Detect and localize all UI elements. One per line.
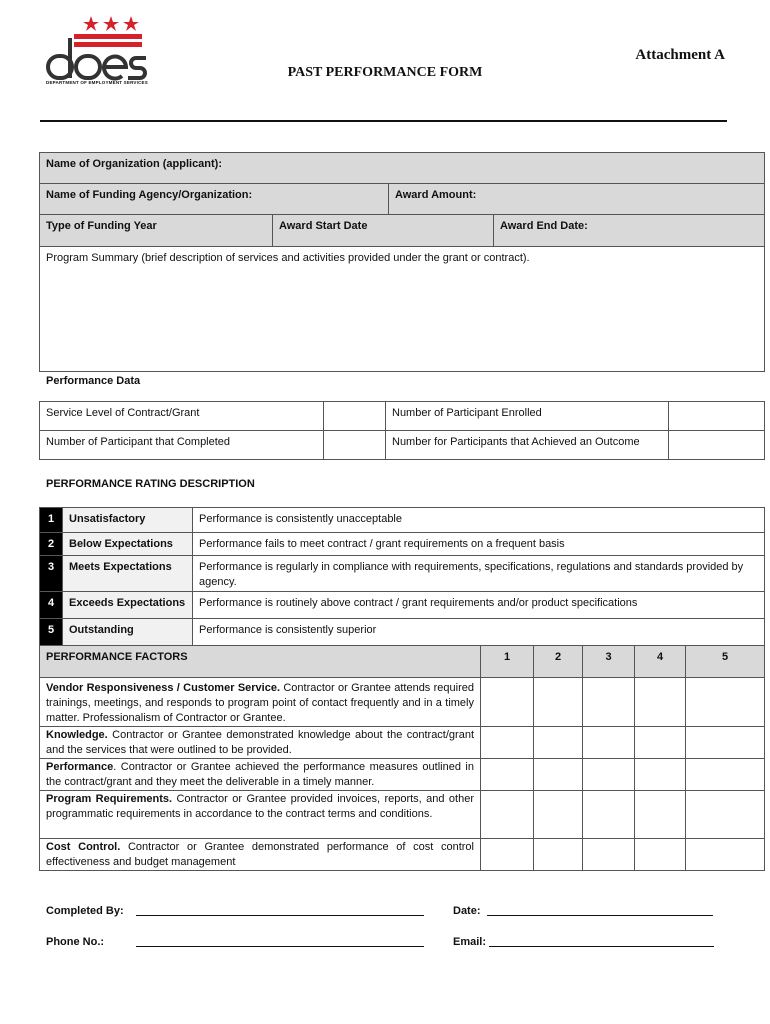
rating-description: Performance is routinely above contract / grant requirements and/or product specifications (192, 591, 765, 619)
service-level-input[interactable] (323, 401, 386, 431)
factor-title: Vendor Responsiveness / Customer Service. (46, 682, 281, 694)
score-header-1: 1 (480, 645, 534, 678)
participants-outcome-label: Number for Participants that Achieved an Outcome (385, 430, 669, 460)
performance-data-heading: Performance Data (46, 375, 141, 387)
organization-name-label: Name of Organization (applicant): (46, 158, 223, 170)
funding-agency-label: Name of Funding Agency/Organization: (46, 189, 253, 201)
title-divider (40, 120, 727, 122)
score-cell[interactable] (582, 838, 635, 871)
participants-enrolled-label: Number of Participant Enrolled (385, 401, 669, 431)
funding-year-field[interactable] (39, 214, 273, 247)
logo-subtext: DEPARTMENT OF EMPLOYMENT SERVICES (46, 80, 148, 85)
attachment-label: Attachment A (635, 47, 725, 63)
score-cell[interactable] (582, 677, 635, 727)
rating-description: Performance is consistently unacceptable (192, 507, 765, 533)
score-cell[interactable] (480, 758, 534, 791)
rating-number: 1 (39, 507, 63, 533)
completed-by-input[interactable] (136, 915, 424, 916)
score-header-5: 5 (685, 645, 765, 678)
factor-title: Cost Control. (46, 841, 121, 853)
program-summary-field[interactable] (39, 246, 765, 372)
score-cell[interactable] (685, 758, 765, 791)
score-header-4: 4 (634, 645, 686, 678)
participants-completed-input[interactable] (323, 430, 386, 460)
score-cell[interactable] (480, 677, 534, 727)
service-level-label: Service Level of Contract/Grant (39, 401, 324, 431)
score-cell[interactable] (480, 790, 534, 839)
star-icon (83, 16, 99, 31)
organization-name-field[interactable] (39, 152, 765, 184)
score-cell[interactable] (685, 677, 765, 727)
completed-by-label: Completed By: (46, 905, 124, 917)
score-cell[interactable] (533, 677, 583, 727)
award-start-label: Award Start Date (279, 220, 368, 232)
score-cell[interactable] (533, 726, 583, 759)
score-cell[interactable] (634, 790, 686, 839)
score-cell[interactable] (634, 758, 686, 791)
rating-number: 4 (39, 591, 63, 619)
factor-title: Performance (46, 761, 114, 773)
factor-text: Contractor or Grantee demonstrated performance of cost control effectiveness and budget management (46, 841, 474, 868)
rating-description: Performance is consistently superior (192, 618, 765, 646)
score-cell[interactable] (533, 790, 583, 839)
date-input[interactable] (487, 915, 713, 916)
score-cell[interactable] (582, 790, 635, 839)
factor-text: Contractor or Grantee attends required trainings, meetings, and responds to program point of contact frequently and in a timely matter. Professionalism of Contractor or Grantee. (46, 682, 474, 724)
factor-row (39, 838, 481, 871)
star-icon (123, 16, 139, 31)
award-start-field[interactable] (272, 214, 494, 247)
star-icon (103, 16, 119, 31)
phone-label: Phone No.: (46, 936, 105, 948)
factor-row (39, 758, 481, 791)
rating-description: Performance fails to meet contract / grant requirements on a frequent basis (192, 532, 765, 556)
score-cell[interactable] (634, 838, 686, 871)
rating-label: Below Expectations (62, 532, 193, 556)
funding-agency-field[interactable] (39, 183, 389, 215)
score-cell[interactable] (685, 838, 765, 871)
score-cell[interactable] (533, 758, 583, 791)
rating-label: Exceeds Expectations (62, 591, 193, 619)
award-amount-field[interactable] (388, 183, 765, 215)
email-label: Email: (453, 936, 487, 948)
factor-text: . Contractor or Grantee achieved the performance measures outlined in the contract/grant and they meet the deliverable in a timely manner. (46, 761, 474, 788)
factor-row (39, 677, 481, 727)
rating-number: 2 (39, 532, 63, 556)
phone-input[interactable] (136, 946, 424, 947)
award-end-field[interactable] (493, 214, 765, 247)
score-cell[interactable] (685, 790, 765, 839)
score-cell[interactable] (634, 726, 686, 759)
funding-year-label: Type of Funding Year (46, 220, 157, 232)
rating-number: 5 (39, 618, 63, 646)
score-cell[interactable] (582, 758, 635, 791)
rating-label: Unsatisfactory (62, 507, 193, 533)
factor-text: Contractor or Grantee provided invoices, reports, and other programmatic requirements in accordance to the contract terms and conditions. (46, 793, 474, 820)
factor-title: Program Requirements. (46, 793, 173, 805)
score-header-3: 3 (582, 645, 635, 678)
score-cell[interactable] (480, 726, 534, 759)
score-cell[interactable] (634, 677, 686, 727)
program-summary-label: Program Summary (brief description of services and activities provided under the grant or contract). (46, 252, 530, 264)
factor-title: Knowledge. (46, 729, 108, 741)
rating-description: Performance is regularly in compliance with requirements, specifications, regulations and standards provided by agency. (192, 555, 765, 592)
participants-enrolled-input[interactable] (668, 401, 765, 431)
factors-heading: PERFORMANCE FACTORS (39, 645, 481, 678)
score-cell[interactable] (533, 838, 583, 871)
factor-row (39, 726, 481, 759)
award-amount-label: Award Amount: (395, 189, 477, 201)
participants-outcome-input[interactable] (668, 430, 765, 460)
score-cell[interactable] (582, 726, 635, 759)
rating-heading: PERFORMANCE RATING DESCRIPTION (46, 478, 255, 490)
rating-label: Outstanding (62, 618, 193, 646)
participants-completed-label: Number of Participant that Completed (39, 430, 324, 460)
score-cell[interactable] (685, 726, 765, 759)
date-label: Date: (453, 905, 481, 917)
page-title: PAST PERFORMANCE FORM (287, 65, 483, 80)
score-header-2: 2 (533, 645, 583, 678)
email-input[interactable] (489, 946, 714, 947)
factor-row (39, 790, 481, 839)
score-cell[interactable] (480, 838, 534, 871)
rating-label: Meets Expectations (62, 555, 193, 592)
award-end-label: Award End Date: (500, 220, 588, 232)
factor-text: Contractor or Grantee demonstrated knowledge about the contract/grant and the services that were outlined to be provided. (46, 729, 474, 756)
rating-number: 3 (39, 555, 63, 592)
